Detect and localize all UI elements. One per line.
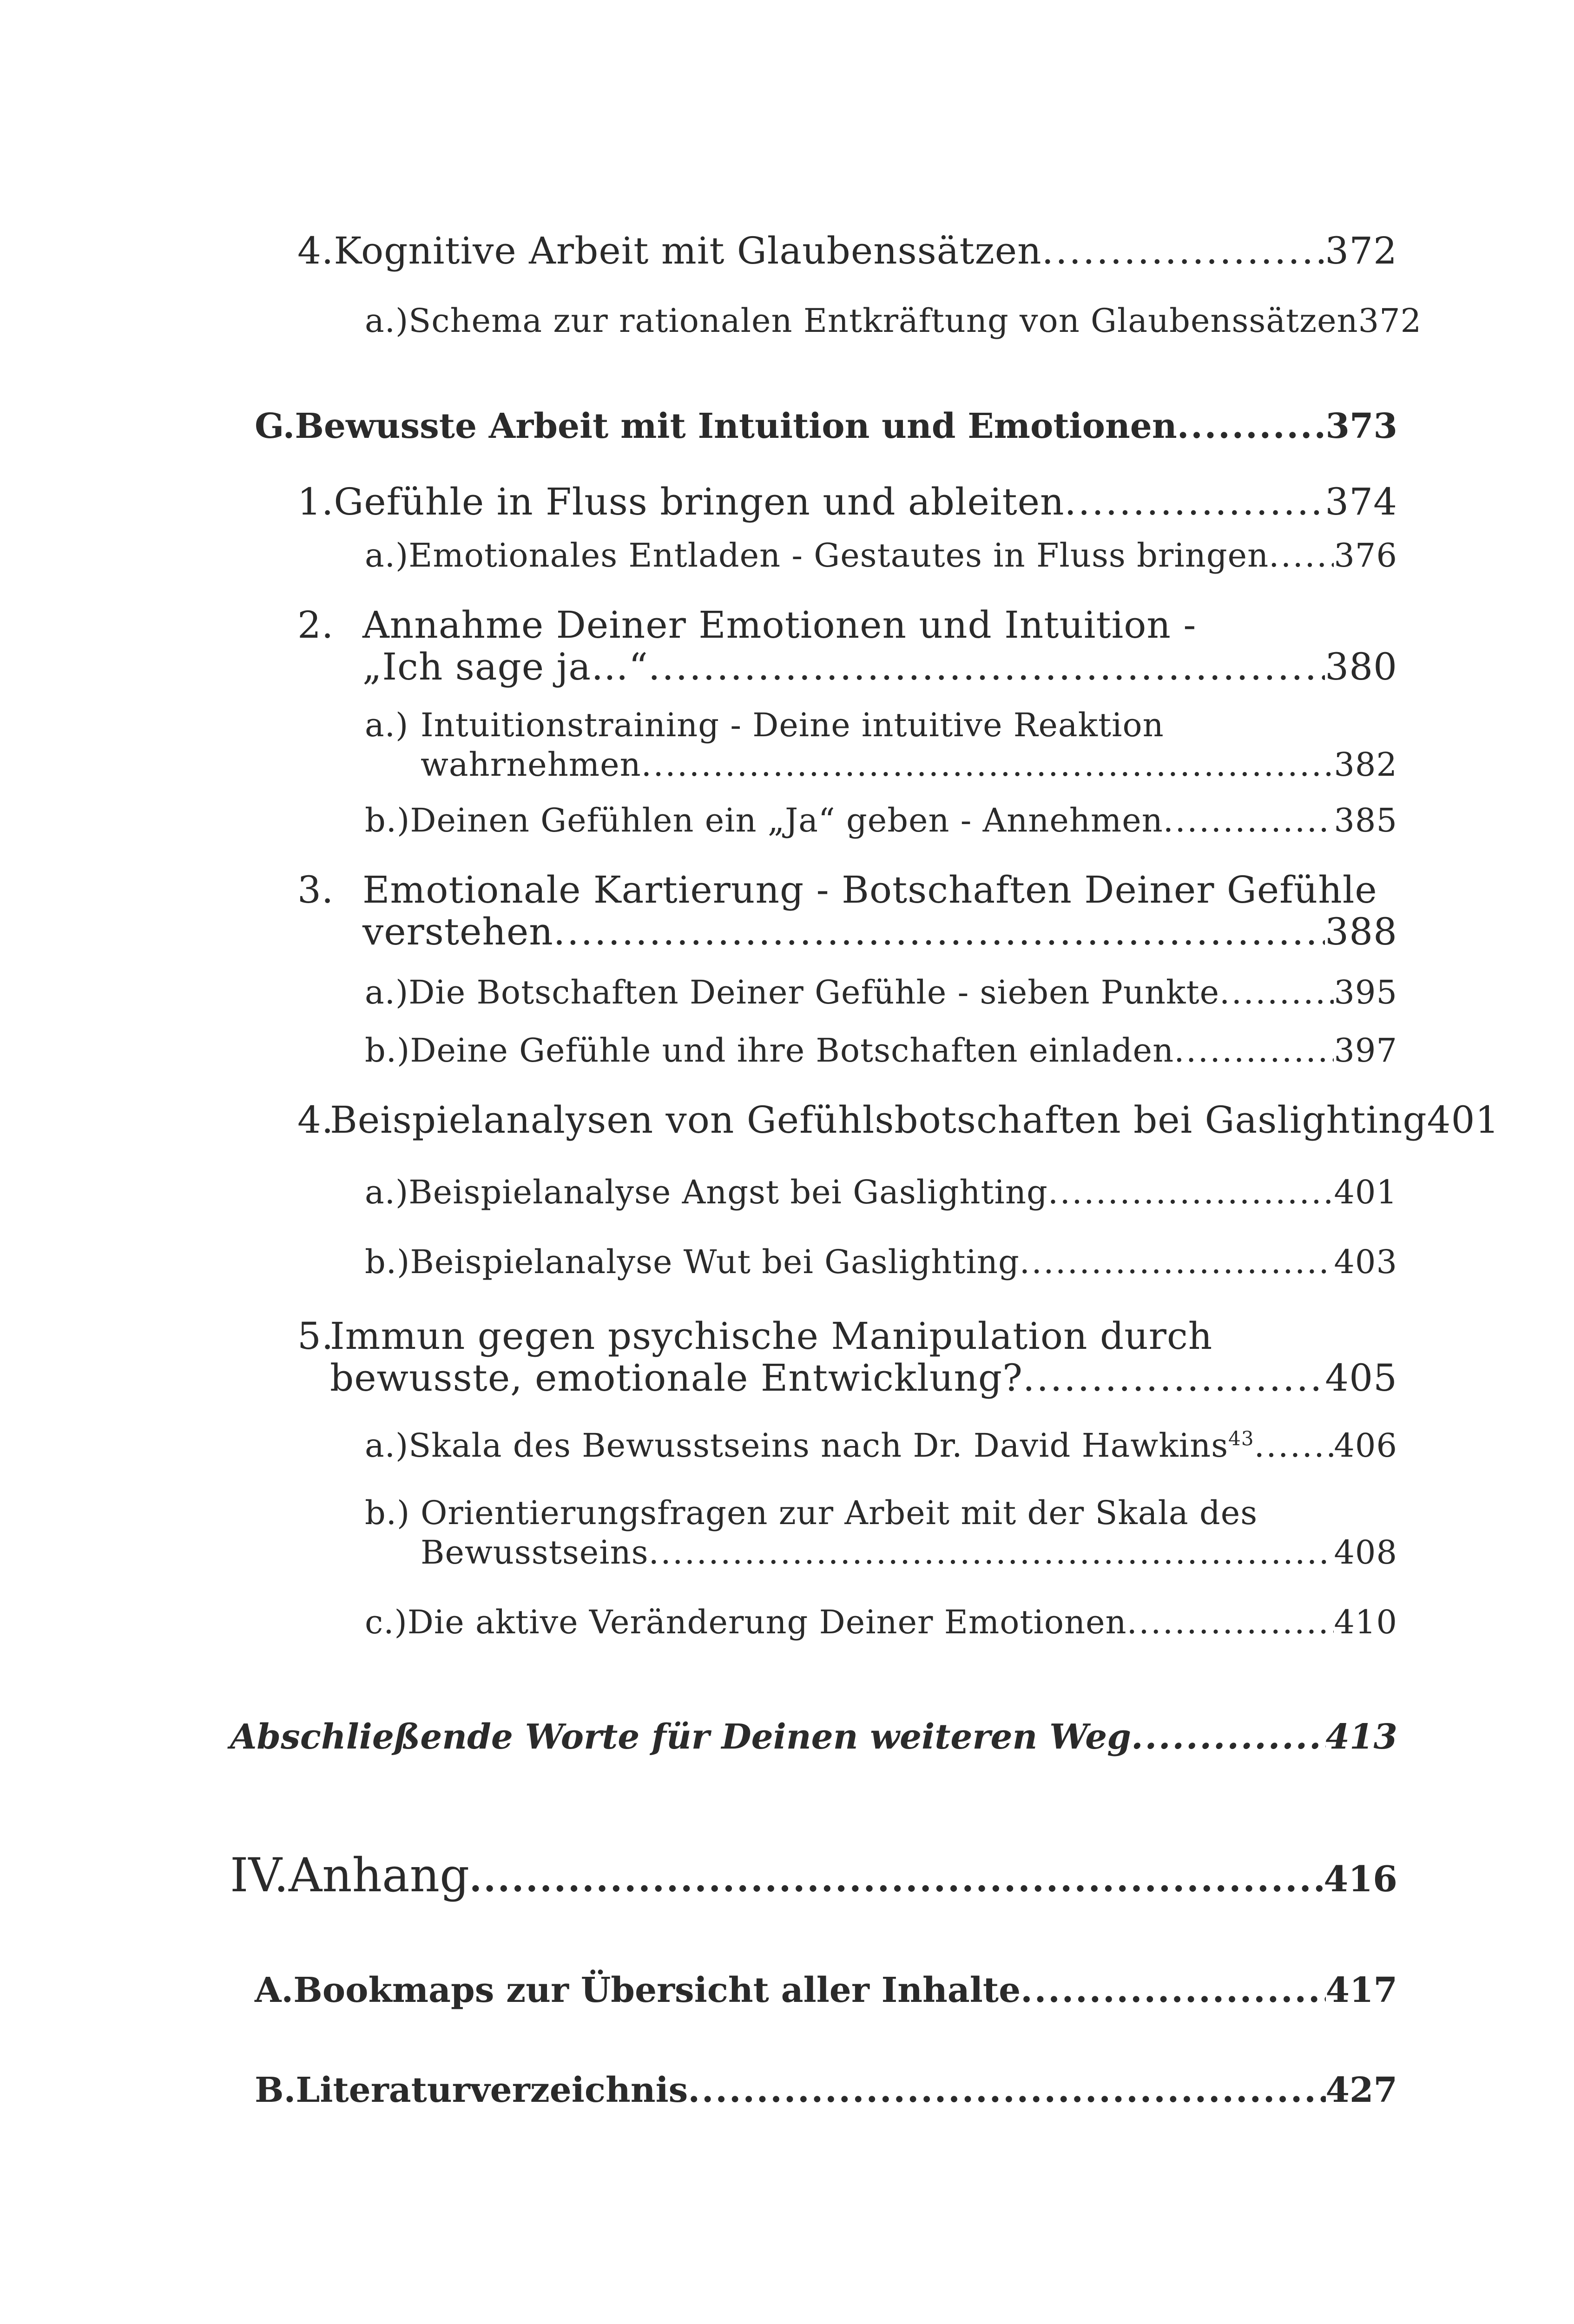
toc-page-number: 405 — [1325, 1356, 1397, 1400]
toc-title: Intuitionstraining - Deine intuitive Reaktion — [421, 706, 1164, 744]
toc-title: Gefühle in Fluss bringen und ableiten — [334, 480, 1065, 523]
toc-entry-intuitionstraining-line2 — [421, 746, 1397, 784]
toc-leader-dots — [1174, 1034, 1334, 1067]
toc-page-number: 388 — [1325, 910, 1397, 953]
toc-page-number: 382 — [1334, 746, 1397, 784]
toc-number: a.) — [365, 973, 409, 1011]
toc-title: Skala des Bewusstseins nach Dr. David Hawkins — [408, 1426, 1229, 1465]
toc-leader-dots — [469, 1862, 1324, 1897]
toc-entry-orientierungsfragen-line1 — [365, 1494, 1258, 1532]
toc-entry-immun-line1 — [297, 1314, 1213, 1358]
toc-number: A. — [255, 1970, 294, 2010]
toc-entry-immun-line2 — [330, 1356, 1397, 1400]
toc-leader-dots — [1023, 1360, 1325, 1397]
toc-title: Beispielanalyse Wut bei Gaslighting — [410, 1243, 1020, 1281]
toc-leader-dots — [1042, 232, 1325, 270]
toc-entry-orientierungsfragen-line2 — [421, 1533, 1397, 1571]
toc-leader-dots — [1177, 409, 1326, 443]
toc-number: 1. — [297, 480, 334, 523]
toc-number: 3. — [297, 868, 334, 911]
footnote-marker: 43 — [1228, 1427, 1254, 1450]
toc-number: a.) — [365, 1173, 409, 1211]
toc-page-number: 374 — [1325, 480, 1397, 523]
toc-entry-kognitive-arbeit — [297, 229, 1397, 272]
toc-entry-annahme-line2 — [362, 645, 1397, 688]
toc-page-number: 385 — [1334, 801, 1397, 839]
toc-title: Bookmaps zur Übersicht aller Inhalte — [293, 1970, 1021, 2010]
toc-page-number: 408 — [1334, 1533, 1397, 1571]
toc-leader-dots — [1163, 804, 1334, 837]
toc-page-number: 403 — [1334, 1243, 1397, 1281]
toc-title: „Ich sage ja…“ — [362, 645, 648, 688]
toc-title: Die aktive Veränderung Deiner Emotionen — [407, 1603, 1127, 1641]
toc-leader-dots — [648, 648, 1325, 686]
toc-title: Immun gegen psychische Manipulation durch — [330, 1314, 1213, 1358]
toc-page-number: 372 — [1325, 229, 1397, 272]
toc-page-number: 413 — [1325, 1717, 1397, 1757]
toc-entry-gefuehle-einladen — [365, 1031, 1397, 1070]
toc-entry-gefuehle-fluss — [297, 480, 1397, 523]
toc-number: a.) — [365, 536, 409, 574]
toc-title: verstehen — [362, 910, 553, 953]
toc-entry-intuitionstraining-line1 — [365, 706, 1164, 744]
toc-leader-dots — [1131, 1720, 1326, 1754]
toc-page-number: 372 — [1358, 302, 1422, 340]
toc-title: Abschließende Worte für Deinen weiteren Weg — [230, 1717, 1131, 1757]
toc-page-number: 410 — [1334, 1603, 1397, 1641]
toc-page-number: 373 — [1325, 406, 1397, 446]
toc-number: 4. — [297, 229, 334, 272]
toc-entry-annahme-line1 — [297, 603, 1197, 647]
toc-page-number: 376 — [1334, 536, 1397, 574]
toc-title-wrap — [408, 1426, 1254, 1465]
toc-entry-wut — [365, 1243, 1397, 1281]
toc-page-number: 395 — [1334, 973, 1397, 1011]
toc-entry-part-iv — [230, 1848, 1397, 1902]
toc-leader-dots — [553, 913, 1325, 951]
toc-page-number: 401 — [1427, 1098, 1500, 1142]
toc-entry-botschaften — [365, 973, 1397, 1011]
toc-title: Emotionale Kartierung - Botschaften Deiner Gefühle — [362, 868, 1377, 911]
toc-entry-section-g — [255, 406, 1397, 446]
toc-number: a.) — [365, 706, 409, 744]
toc-number: 5. — [297, 1314, 334, 1358]
toc-page-number: 417 — [1325, 1970, 1397, 2010]
toc-title: Deinen Gefühlen ein „Ja“ geben - Annehmen — [410, 801, 1163, 839]
toc-title: Beispielanalysen von Gefühlsbotschaften bei Gaslighting — [330, 1098, 1427, 1142]
toc-entry-kartierung-line2 — [362, 910, 1397, 953]
toc-entry-section-a — [255, 1970, 1397, 2010]
toc-title: Deine Gefühle und ihre Botschaften einladen — [410, 1031, 1174, 1070]
toc-leader-dots — [1064, 483, 1325, 521]
toc-leader-dots — [1219, 976, 1334, 1009]
toc-title: Beispielanalyse Angst bei Gaslighting — [408, 1173, 1048, 1211]
toc-title: Bewusstseins — [421, 1533, 649, 1571]
toc-entry-emotionales-entladen — [365, 536, 1397, 574]
toc-entry-aktive-veraenderung — [365, 1603, 1397, 1641]
toc-leader-dots — [641, 748, 1334, 781]
toc-title: bewusste, emotionale Entwicklung? — [330, 1356, 1023, 1400]
toc-title: Anhang — [289, 1848, 470, 1902]
toc-number: a.) — [365, 302, 409, 340]
toc-number: 2. — [297, 603, 334, 647]
toc-entry-deinen-gefuehlen — [365, 801, 1397, 839]
toc-page-number: 406 — [1334, 1426, 1397, 1465]
toc-page-number: 427 — [1325, 2070, 1397, 2110]
toc-title: Annahme Deiner Emotionen und Intuition - — [362, 603, 1197, 647]
toc-title: Orientierungsfragen zur Arbeit mit der Skala des — [421, 1494, 1258, 1532]
toc-entry-section-b — [255, 2070, 1397, 2110]
toc-leader-dots — [1048, 1176, 1334, 1208]
toc-entry-skala-hawkins — [365, 1426, 1397, 1465]
toc-entry-angst — [365, 1173, 1397, 1211]
toc-page-number: 401 — [1334, 1173, 1397, 1211]
toc-number: c.) — [365, 1603, 408, 1641]
toc-title: wahrnehmen — [421, 746, 641, 784]
toc-leader-dots — [1127, 1606, 1334, 1638]
toc-page-number: 397 — [1334, 1031, 1397, 1070]
toc-leader-dots — [1269, 539, 1334, 572]
toc-entry-abschliessende-worte — [230, 1717, 1397, 1757]
toc-leader-dots — [688, 2073, 1325, 2107]
toc-number: a.) — [365, 1426, 409, 1465]
toc-number: b.) — [365, 1494, 410, 1532]
toc-number: b.) — [365, 1243, 410, 1281]
toc-number: b.) — [365, 1031, 410, 1070]
toc-leader-dots — [1020, 1246, 1334, 1278]
toc-title: Die Botschaften Deiner Gefühle - sieben Punkte — [408, 973, 1220, 1011]
toc-page-number: 380 — [1325, 645, 1397, 688]
toc-title: Schema zur rationalen Entkräftung von Glaubenssätzen — [408, 302, 1358, 340]
toc-leader-dots — [1254, 1429, 1334, 1462]
toc-number: IV. — [230, 1848, 289, 1902]
toc-number: 4. — [297, 1098, 334, 1142]
toc-leader-dots — [649, 1536, 1334, 1569]
toc-title: Emotionales Entladen - Gestautes in Fluss bringen — [408, 536, 1269, 574]
toc-number: B. — [255, 2070, 296, 2110]
toc-title: Literaturverzeichnis — [296, 2070, 688, 2110]
toc-number: G. — [255, 406, 295, 446]
toc-entry-schema — [365, 302, 1422, 340]
toc-page-number: 416 — [1324, 1858, 1397, 1900]
toc-title: Kognitive Arbeit mit Glaubenssätzen — [334, 229, 1042, 272]
toc-number: b.) — [365, 801, 410, 839]
toc-entry-kartierung-line1 — [297, 868, 1377, 911]
toc-entry-beispielanalysen — [297, 1098, 1500, 1142]
toc-title: Bewusste Arbeit mit Intuition und Emotionen — [295, 406, 1177, 446]
toc-leader-dots — [1021, 1973, 1325, 2007]
